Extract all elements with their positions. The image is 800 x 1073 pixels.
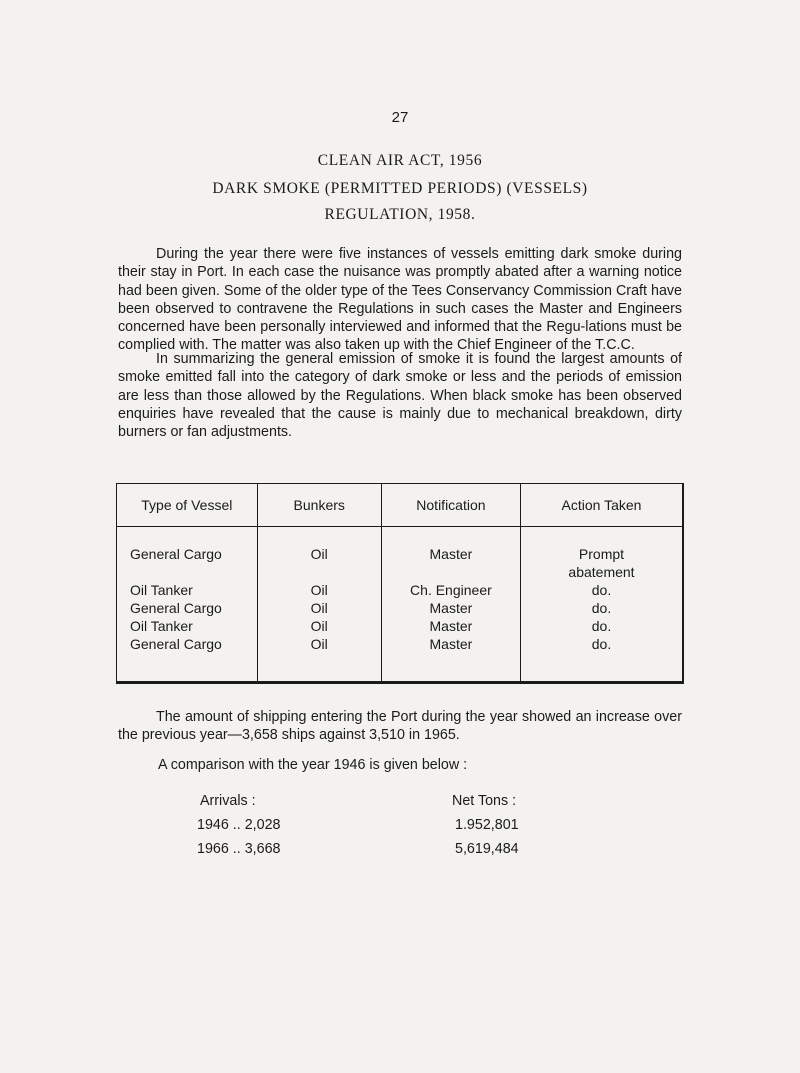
table-cell: Master [429, 600, 473, 616]
arrivals-column [197, 792, 357, 864]
header-type-of-vessel: Type of Vessel [117, 484, 258, 527]
table-cell: Oil Tanker [130, 618, 193, 634]
paragraph-smoke-summary: In summarizing the general emission of smoke it is found the largest amounts of smoke emitted fall into the category of dark smoke or less and the periods of emission are less than those allowed by the Regulations. When black smoke has been observed enquiries have revealed that the cause is mainly due to mechanical breakdown, dirty burners or fan adjustments. [118, 351, 682, 441]
table-cell: do. [591, 600, 612, 616]
paragraph-comparison-intro: A comparison with the year 1946 is given below : [158, 757, 468, 773]
table-cell: Prompt abatement [568, 546, 635, 580]
arrivals-label: Arrivals : [200, 793, 256, 809]
table-cell: Oil [310, 600, 328, 616]
table-cell: Oil [310, 618, 328, 634]
paragraph-dark-smoke-instances: During the year there were five instances of vessels emitting dark smoke during their stay in Port. In each case the nuisance was promptly abated after a warning notice had been given. Some of the older type of the Tees Conservancy Commission Craft have been observed to contravene the Regulations in such cases the Master and Engineers concerned have been personally interviewed and informed that the Regu-lations must be complied with. The matter was also taken up with the Chief Engineer of the T.C.C. [118, 246, 682, 354]
net-tons-label: Net Tons : [452, 793, 517, 809]
table-cell: Oil Tanker [130, 582, 193, 598]
arrivals-1946: 1946 .. 2,028 [197, 817, 281, 833]
net-tons-1966: 5,619,484 [455, 841, 519, 857]
column-notification [381, 527, 520, 683]
table-cell: do. [591, 636, 612, 652]
table-cell: General Cargo [130, 600, 222, 616]
table-cell: Oil [310, 636, 328, 652]
heading-regulation-subject: DARK SMOKE (PERMITTED PERIODS) (VESSELS) [212, 180, 588, 197]
page-number: 27 [391, 109, 409, 126]
table-cell: General Cargo [130, 546, 222, 562]
header-notification: Notification [381, 484, 520, 527]
table-cell: Master [429, 546, 473, 562]
table-cell: Master [429, 636, 473, 652]
column-type-of-vessel [117, 527, 258, 683]
paragraph-shipping-increase: The amount of shipping entering the Port during the year showed an increase over the previous year—3,658 ships against 3,510 in 1965. [118, 709, 682, 744]
arrivals-1966: 1966 .. 3,668 [197, 841, 281, 857]
table-cell: General Cargo [130, 636, 222, 652]
comparison-table [0, 792, 800, 872]
table-cell: Oil [310, 582, 328, 598]
column-action-taken [520, 527, 683, 683]
heading-regulation-year: REGULATION, 1958. [324, 206, 476, 223]
net-tons-column [452, 792, 612, 864]
heading-act-title: CLEAN AIR ACT, 1956 [317, 152, 483, 169]
table-cell: do. [591, 582, 612, 598]
table-body [117, 527, 684, 683]
vessels-table [116, 483, 684, 684]
header-bunkers: Bunkers [257, 484, 381, 527]
table-cell: Master [429, 618, 473, 634]
table-cell: do. [591, 618, 612, 634]
table-header-row [117, 484, 684, 527]
header-action-taken: Action Taken [520, 484, 683, 527]
table-cell: Ch. Engineer [410, 582, 492, 598]
net-tons-1946: 1.952,801 [455, 817, 519, 833]
table-cell: Oil [310, 546, 328, 562]
column-bunkers [257, 527, 381, 683]
